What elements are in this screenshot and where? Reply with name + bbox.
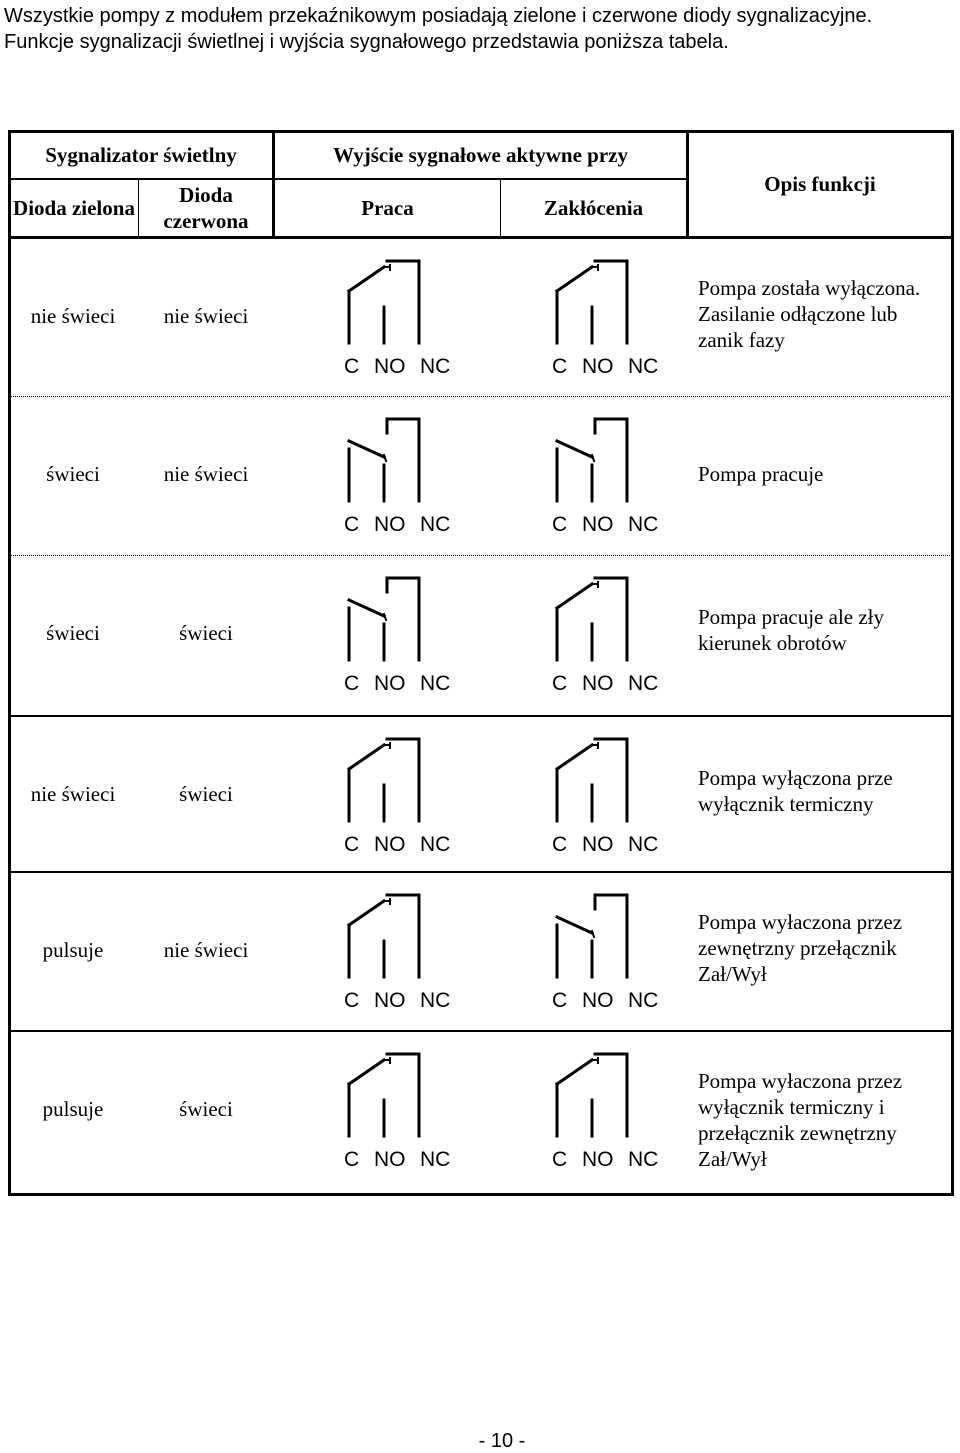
relay-contact-icon — [344, 889, 484, 989]
relay-contact-icon — [552, 572, 692, 672]
terminal-label-nc: NC — [420, 355, 451, 378]
relay-contact-icon — [552, 889, 692, 989]
description-line: Zał/Wył — [698, 1147, 767, 1171]
terminal-label-c: C — [552, 1148, 568, 1171]
work-output-diagram — [344, 413, 484, 553]
terminal-label-nc: NC — [628, 1148, 659, 1171]
table-row — [8, 1030, 954, 1193]
description-line: wyłącznik termiczny i — [698, 1095, 885, 1119]
work-output-diagram — [344, 889, 484, 1029]
red-diode-state: nie świeci — [163, 462, 249, 486]
fault-output-diagram — [552, 733, 692, 873]
description-line: kierunek obrotów — [698, 631, 847, 655]
work-output-diagram — [344, 733, 484, 873]
function-description — [698, 461, 948, 487]
work-output-diagram — [344, 572, 484, 712]
terminal-label-nc: NC — [628, 833, 659, 856]
description-line: Zał/Wył — [698, 962, 767, 986]
terminal-label-c: C — [344, 989, 360, 1012]
function-description — [698, 275, 948, 353]
terminal-label-no: NO — [374, 355, 406, 378]
relay-contact-icon — [552, 733, 692, 833]
terminal-label-no: NO — [374, 1148, 406, 1171]
terminal-label-no: NO — [582, 1148, 614, 1171]
terminal-label-no: NO — [582, 672, 614, 695]
relay-contact-icon — [552, 255, 692, 355]
relay-contact-icon — [552, 413, 692, 513]
intro-text — [4, 3, 954, 55]
function-description — [698, 604, 948, 656]
terminal-label-nc: NC — [628, 513, 659, 536]
intro-line-2: Funkcje sygnalizacji świetlnej i wyjścia sygnałowego przedstawia poniższa tabela. — [4, 31, 729, 53]
green-diode-state: pulsuje — [42, 938, 104, 962]
terminal-label-no: NO — [582, 355, 614, 378]
function-description — [698, 909, 948, 987]
terminal-label-no: NO — [374, 989, 406, 1012]
red-diode-state: nie świeci — [163, 304, 249, 328]
description-line: Pompa została wyłączona. — [698, 276, 921, 300]
terminal-label-no: NO — [582, 833, 614, 856]
intro-line-1: Wszystkie pompy z modułem przekaźnikowym posiadają zielone i czerwone diody sygnalizacyjne. — [4, 5, 873, 27]
description-line: Pompa pracuje ale zły — [698, 605, 885, 629]
header-description: Opis funkcji — [764, 172, 876, 196]
terminal-label-no: NO — [582, 513, 614, 536]
terminal-label-nc: NC — [420, 833, 451, 856]
terminal-label-nc: NC — [628, 989, 659, 1012]
description-line: wyłącznik termiczny — [698, 792, 874, 816]
relay-contact-icon — [344, 733, 484, 833]
red-diode-state: świeci — [179, 621, 233, 645]
terminal-label-nc: NC — [420, 1148, 451, 1171]
description-line: Pompa pracuje — [698, 462, 824, 486]
fault-output-diagram — [552, 1048, 692, 1188]
header-divider-diodes — [138, 178, 139, 238]
terminal-label-c: C — [552, 355, 568, 378]
table-row — [8, 715, 954, 871]
red-diode-state: nie świeci — [163, 938, 249, 962]
green-diode-state: świeci — [46, 621, 100, 645]
terminal-label-c: C — [344, 513, 360, 536]
relay-contact-icon — [344, 413, 484, 513]
description-line: Pompa wyłaczona przez — [698, 1069, 903, 1093]
table-row — [8, 239, 954, 396]
table-row — [8, 555, 954, 715]
terminal-label-c: C — [344, 672, 360, 695]
terminal-label-no: NO — [582, 989, 614, 1012]
terminal-label-no: NO — [374, 833, 406, 856]
header-group-output: Wyjście sygnałowe aktywne przy — [333, 143, 628, 167]
terminal-label-nc: NC — [628, 355, 659, 378]
description-line: Pompa wyłaczona przez — [698, 910, 903, 934]
relay-contact-icon — [552, 1048, 692, 1148]
header-fault: Zakłócenia — [543, 196, 644, 220]
green-diode-state: pulsuje — [42, 1097, 104, 1121]
description-line: Pompa wyłączona prze — [698, 766, 893, 790]
terminal-label-c: C — [344, 1148, 360, 1171]
terminal-label-nc: NC — [420, 989, 451, 1012]
terminal-label-nc: NC — [420, 513, 451, 536]
header-work: Praca — [361, 196, 414, 220]
terminal-label-nc: NC — [420, 672, 451, 695]
terminal-label-c: C — [552, 513, 568, 536]
green-diode-state: świeci — [46, 462, 100, 486]
red-diode-state: świeci — [179, 1097, 233, 1121]
relay-contact-icon — [344, 572, 484, 672]
relay-contact-icon — [344, 255, 484, 355]
terminal-label-no: NO — [374, 672, 406, 695]
terminal-label-c: C — [344, 355, 360, 378]
fault-output-diagram — [552, 572, 692, 712]
terminal-label-nc: NC — [628, 672, 659, 695]
table-row — [8, 871, 954, 1030]
description-line: Zasilanie odłączone lub — [698, 302, 898, 326]
description-line: zanik fazy — [698, 328, 785, 352]
terminal-label-c: C — [344, 833, 360, 856]
fault-output-diagram — [552, 889, 692, 1029]
green-diode-state: nie świeci — [30, 304, 116, 328]
header-green-diode: Dioda zielona — [13, 196, 135, 220]
description-line: przełącznik zewnętrzny — [698, 1121, 897, 1145]
fault-output-diagram — [552, 255, 692, 395]
fault-output-diagram — [552, 413, 692, 553]
table-row — [8, 396, 954, 555]
function-description — [698, 1068, 948, 1172]
work-output-diagram — [344, 1048, 484, 1188]
terminal-label-c: C — [552, 672, 568, 695]
green-diode-state: nie świeci — [30, 782, 116, 806]
terminal-label-c: C — [552, 989, 568, 1012]
header-red-diode: Dioda czerwona — [163, 183, 249, 233]
work-output-diagram — [344, 255, 484, 395]
function-description — [698, 765, 948, 817]
terminal-label-c: C — [552, 833, 568, 856]
red-diode-state: świeci — [179, 782, 233, 806]
header-group-signal: Sygnalizator świetlny — [45, 143, 237, 167]
terminal-label-no: NO — [374, 513, 406, 536]
page-number: - 10 - — [478, 1430, 526, 1452]
relay-contact-icon — [344, 1048, 484, 1148]
description-line: zewnętrzny przełącznik — [698, 936, 897, 960]
